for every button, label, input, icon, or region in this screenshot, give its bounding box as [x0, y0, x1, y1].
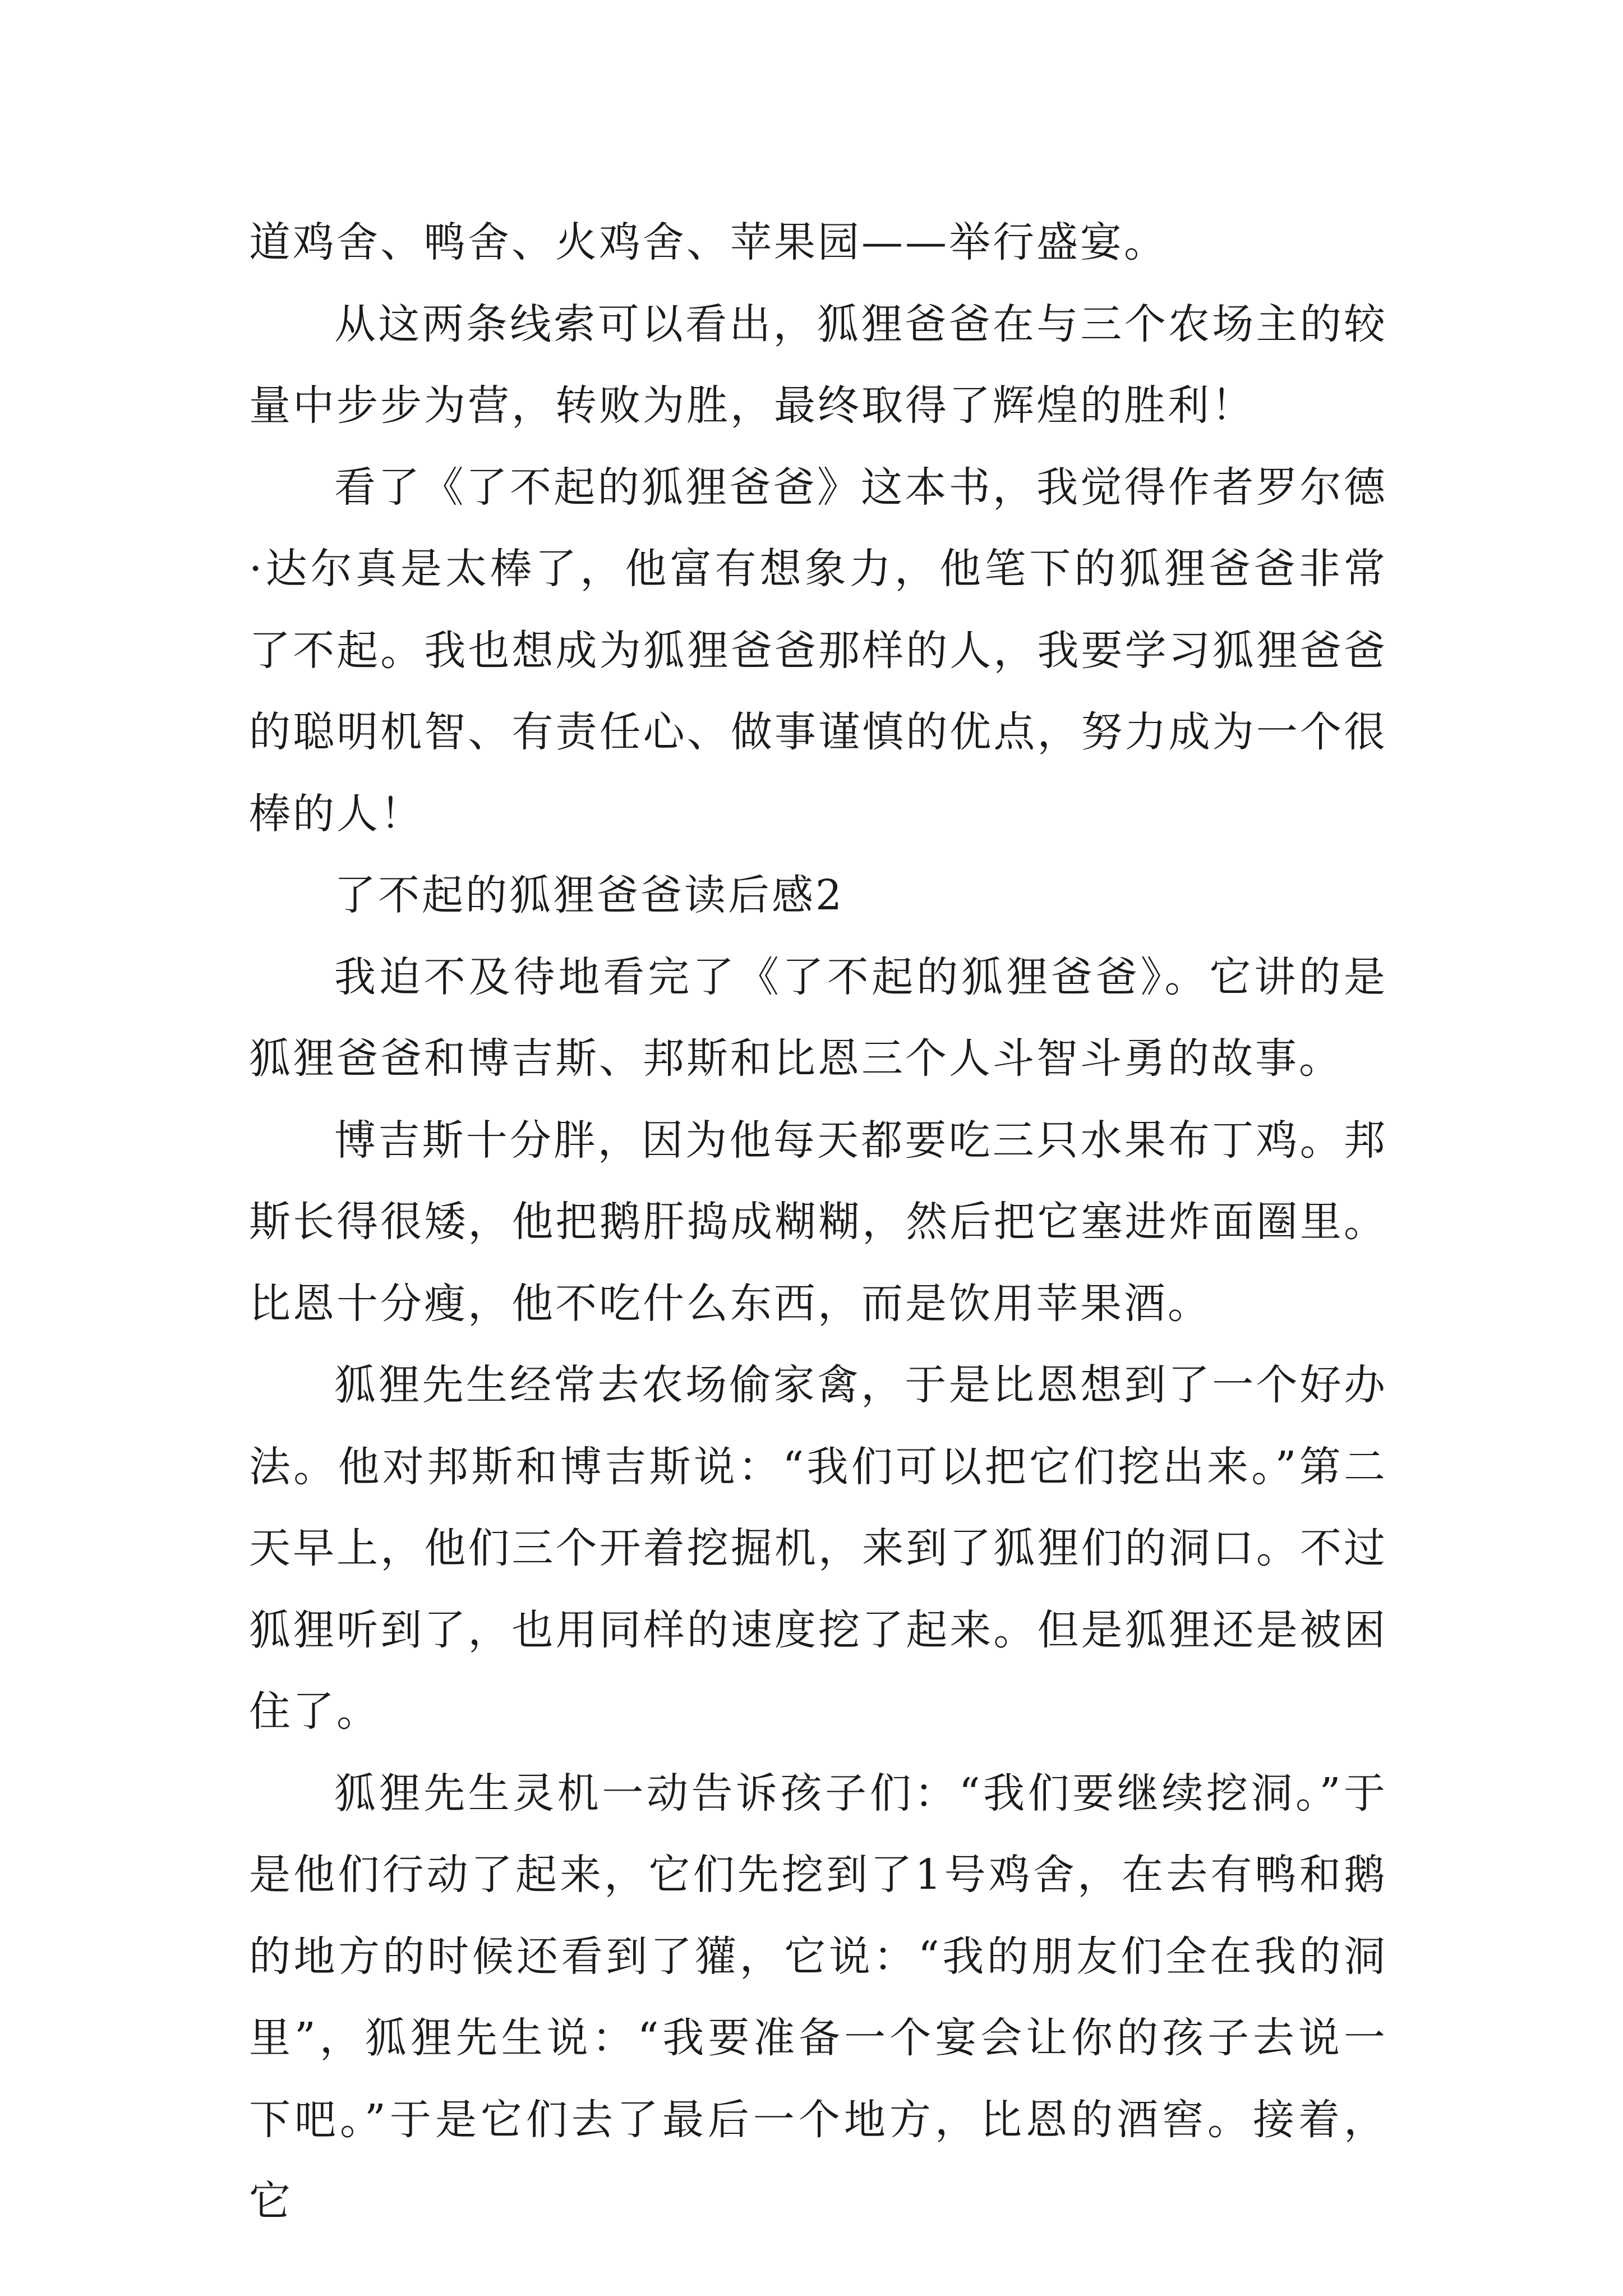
paragraph-farmers: 博吉斯十分胖，因为他每天都要吃三只水果布丁鸡。邦斯长得很矮，他把鹅肝捣成糊糊，然后把它塞进炸面圈里。比恩十分瘦，他不吃什么东西，而是饮用苹果酒。: [249, 1116, 1387, 1328]
document-body: [249, 202, 1387, 2243]
paragraph-clues-conclusion: 从这两条线索可以看出，狐狸爸爸在与三个农场主的较量中步步为营，转败为胜，最终取得了辉煌的胜利！: [249, 300, 1387, 430]
paragraph-digging: 狐狸先生经常去农场偷家禽，于是比恩想到了一个好办法。他对邦斯和博吉斯说：“我们可以把它们挖出来。”第二天早上，他们三个开着挖掘机，来到了狐狸们的洞口。不过狐狸听到了，也用同样的速度挖了起来。但是狐狸还是被困住了。: [249, 1361, 1387, 1736]
paragraph-reflection: 看了《了不起的狐狸爸爸》这本书，我觉得作者罗尔德·达尔真是太棒了，他富有想象力，他笔下的狐狸爸爸非常了不起。我也想成为狐狸爸爸那样的人，我要学习狐狸爸爸的聪明机智、有责任心、做事谨慎的优点，努力成为一个很棒的人！: [249, 463, 1387, 838]
paragraph-escape: 狐狸先生灵机一动告诉孩子们：“我们要继续挖洞。”于是他们行动了起来，它们先挖到了1号鸡舍，在去有鸭和鹅的地方的时候还看到了獾，它说：“我的朋友们全在我的洞里”，狐狸先生说：“我要准备一个宴会让你的孩子去说一下吧。”于是它们去了最后一个地方，比恩的酒窖。接着，它: [249, 1769, 1387, 2225]
section-heading: 了不起的狐狸爸爸读后感2: [334, 871, 845, 919]
paragraph-continuation: 道鸡舍、鸭舍、火鸡舍、苹果园——举行盛宴。: [249, 218, 1168, 266]
paragraph-intro: 我迫不及待地看完了《了不起的狐狸爸爸》。它讲的是狐狸爸爸和博吉斯、邦斯和比恩三个人斗智斗勇的故事。: [249, 953, 1387, 1083]
